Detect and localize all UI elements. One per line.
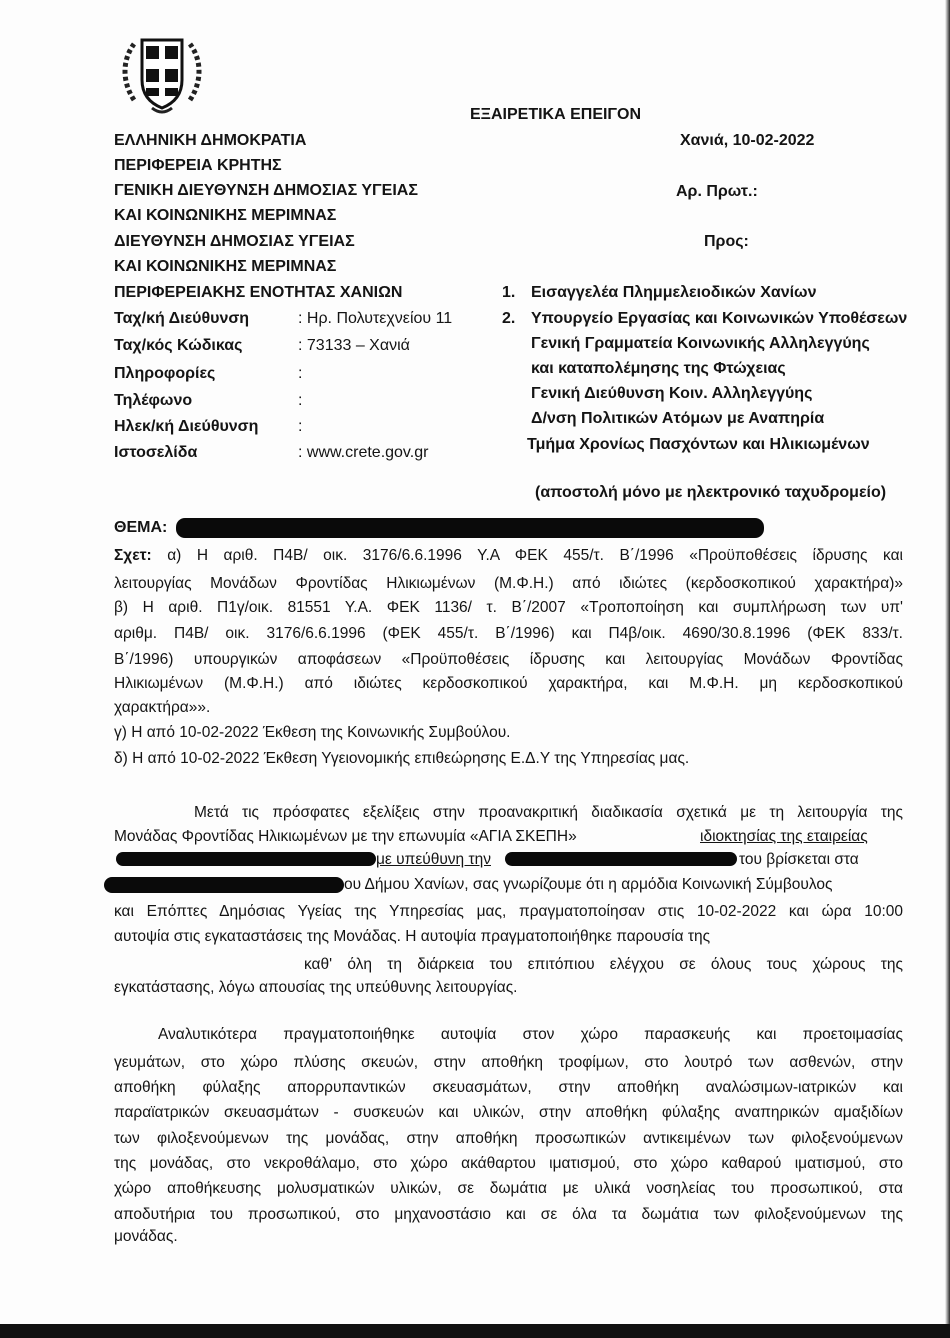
document-date: Χανιά, 10-02-2022 [680, 132, 815, 149]
subject-label: ΘΕΜΑ: [114, 519, 168, 536]
org-line: ΓΕΝΙΚΗ ΔΙΕΥΘΥΝΣΗ ΔΗΜΟΣΙΑΣ ΥΓΕΙΑΣ [114, 182, 418, 199]
recipient-2-line: και καταπολέμησης της Φτώχειας [531, 360, 786, 377]
para2-line: χώρο αποθήκευσης μολυσματικών υλικών, σε δωμάτια με υλικά νοσηλείας του προσωπικού, στα [114, 1180, 903, 1197]
org-line: ΠΕΡΙΦΕΡΕΙΑ ΚΡΗΤΗΣ [114, 157, 282, 174]
org-line: ΚΑΙ ΚΟΙΝΩΝΙΚΗΣ ΜΕΡΙΜΝΑΣ [114, 258, 337, 275]
para1-line: καθ' όλη τη διάρκεια του επιτόπιου ελέγχου σε όλους τους χώρους της [304, 956, 903, 973]
org-line: ΔΙΕΥΘΥΝΣΗ ΔΗΜΟΣΙΑΣ ΥΓΕΙΑΣ [114, 233, 355, 250]
contact-label: Ιστοσελίδα [114, 444, 198, 461]
para2-line: Αναλυτικότερα πραγματοποιήθηκε αυτοψία στον χώρο παρασκευής και προετοιμασίας [158, 1026, 903, 1043]
para2-line: παραϊατρικών σκευασμάτων - συσκευών και υλικών, στην αποθήκη φύλαξης αναπηρικών αμαξιδίων [114, 1104, 903, 1121]
recipient-2-line: Τμήμα Χρονίως Πασχόντων και Ηλικιωμένων [527, 436, 870, 453]
recipient-2-line: Δ/νση Πολιτικών Ατόμων με Αναπηρία [531, 410, 825, 427]
ref-a-line2: λειτουργίας Μονάδων Φροντίδας Ηλικιωμένων (Μ.Φ.Η.) από ιδιώτες (κερδοσκοπικού χαρακτήρα)» [114, 575, 903, 592]
recipients-label: Προς: [704, 233, 749, 250]
org-line: ΠΕΡΙΦΕΡΕΙΑΚΗΣ ΕΝΟΤΗΤΑΣ ΧΑΝΙΩΝ [114, 284, 403, 301]
redaction-bar [104, 877, 344, 893]
para2-line: αποθήκη φύλαξης απορρυπαντικών σκευασμάτων, στην αποθήκη αναλώσιμων-ιατρικών και [114, 1079, 903, 1096]
redaction-bar [116, 852, 376, 866]
redaction-bar [505, 852, 737, 866]
para2-line: γευμάτων, στο χώρο πλύσης σκευών, στην αποθήκη τροφίμων, στο λουτρό των ασθενών, στην [114, 1054, 903, 1071]
para1-line: Μονάδας Φροντίδας Ηλικιωμένων με την επωνυμία «ΑΓΙΑ ΣΚΕΠΗ» [114, 828, 577, 845]
ref-b-line3: Β΄/1996) υπουργικών αποφάσεων «Προϋποθέσεις ίδρυσης και λειτουργίας Μονάδων Φροντίδας [114, 651, 903, 668]
contact-value: : [298, 365, 303, 382]
contact-value: : [298, 392, 303, 409]
scan-edge-bottom [0, 1324, 950, 1338]
ref-c: γ) Η από 10-02-2022 Έκθεση της Κοινωνικής Συμβούλου. [114, 724, 511, 741]
contact-value: : [298, 418, 303, 435]
recipient-2-line: Υπουργείο Εργασίας και Κοινωνικών Υποθέσεων [531, 310, 908, 327]
contact-value: : 73133 – Χανιά [298, 337, 410, 354]
para1-line: αυτοψία στις εγκαταστάσεις της Μονάδας. Η αυτοψία πραγματοποιήθηκε παρουσία της [114, 928, 711, 945]
recipient-number: 2. [502, 310, 516, 327]
contact-value: : Ηρ. Πολυτεχνείου 11 [298, 310, 453, 327]
protocol-number-label: Αρ. Πρωτ.: [676, 183, 758, 200]
contact-label: Πληροφορίες [114, 365, 216, 382]
para1-line-underlined: με υπεύθυνη την [376, 851, 491, 868]
ref-a-text: α) Η αριθ. Π4Β/ οικ. 3176/6.6.1996 Υ.Α ΦΕΚ 455/τ. Β΄/1996 «Προϋποθέσεις ίδρυσης και [167, 547, 903, 564]
email-only-note: (αποστολή μόνο με ηλεκτρονικό ταχυδρομείο) [535, 484, 887, 501]
redaction-bar [176, 518, 764, 538]
ref-b-line5: χαρακτήρα»». [114, 699, 211, 716]
para1-line: του βρίσκεται στα [739, 851, 859, 868]
ref-b-line2: αριθμ. Π4Β/ οικ. 3176/6.6.1996 (ΦΕΚ 455/τ. Β΄/1996) και Π4β/οικ. 4690/30.8.1996 (ΦΕΚ 833/τ. [114, 625, 903, 642]
para1-line: εγκατάστασης, λόγω απουσίας της υπεύθυνης λειτουργίας. [114, 979, 518, 996]
greek-emblem-icon [112, 22, 212, 122]
para2-line: των φιλοξενούμενων της μονάδας, στην αποθήκη προσωπικών αντικειμένων των φιλοξενούμενων [114, 1130, 903, 1147]
recipient-2-line: Γενική Διεύθυνση Κοιν. Αλληλεγγύης [531, 385, 813, 402]
contact-label: Τηλέφωνο [114, 392, 193, 409]
ref-b-line1: β) Η αριθ. Π1γ/οικ. 81551 Υ.Α. ΦΕΚ 1136/ τ. Β΄/2007 «Τροποποίηση και συμπλήρωση των υπ' [114, 599, 903, 616]
ref-a-line1 [114, 545, 903, 567]
para2-line: μονάδας. [114, 1228, 178, 1245]
para1-line: ου Δήμου Χανίων, σας γνωρίζουμε ότι η αρμόδια Κοινωνική Σύμβουλος [344, 876, 833, 893]
para1-line: και Επόπτες Δημόσιας Υγείας της Υπηρεσίας μας, πραγματοποίησαν στις 10-02-2022 και ώρα 10:00 [114, 903, 903, 920]
website-value[interactable]: : www.crete.gov.gr [298, 444, 429, 461]
para1-line-underlined: ιδιοκτησίας της εταιρείας [700, 828, 868, 845]
refs-label: Σχετ: [114, 547, 152, 564]
recipient-number: 1. [502, 284, 516, 301]
contact-label: Ταχ/κή Διεύθυνση [114, 310, 250, 327]
contact-label: Ηλεκ/κή Διεύθυνση [114, 418, 259, 435]
org-line: ΚΑΙ ΚΟΙΝΩΝΙΚΗΣ ΜΕΡΙΜΝΑΣ [114, 207, 337, 224]
ref-d: δ) Η από 10-02-2022 Έκθεση Υγειονομικής επιθεώρησης Ε.Δ.Υ της Υπηρεσίας μας. [114, 750, 690, 767]
scan-edge-right [945, 0, 950, 1338]
para1-line: Μετά τις πρόσφατες εξελίξεις στην προανακριτική διαδικασία σχετικά με τη λειτουργία της [194, 804, 903, 821]
para2-line: της μονάδας, στο νεκροθάλαμο, στο χώρο ακάθαρτου ιματισμού, στο χώρο καθαρού ιματισμού, στο [114, 1155, 903, 1172]
ref-b-line4: Ηλικιωμένων (Μ.Φ.Η.) από ιδιώτες κερδοσκοπικού χαρακτήρα, και Μ.Φ.Η. μη κερδοσκοπικού [114, 675, 903, 692]
urgent-label: ΕΞΑΙΡΕΤΙΚΑ ΕΠΕΙΓΟΝ [470, 106, 642, 123]
contact-label: Ταχ/κός Κώδικας [114, 337, 243, 354]
org-line: ΕΛΛΗΝΙΚΗ ΔΗΜΟΚΡΑΤΙΑ [114, 132, 307, 149]
recipient-1: Εισαγγελέα Πλημμελειοδικών Χανίων [531, 284, 817, 301]
para2-line: αποδυτήρια του προσωπικού, στο μηχανοστάσιο και σε όλα τα δωμάτια των φιλοξενούμενων της [114, 1206, 903, 1223]
recipient-2-line: Γενική Γραμματεία Κοινωνικής Αλληλεγγύης [531, 335, 870, 352]
